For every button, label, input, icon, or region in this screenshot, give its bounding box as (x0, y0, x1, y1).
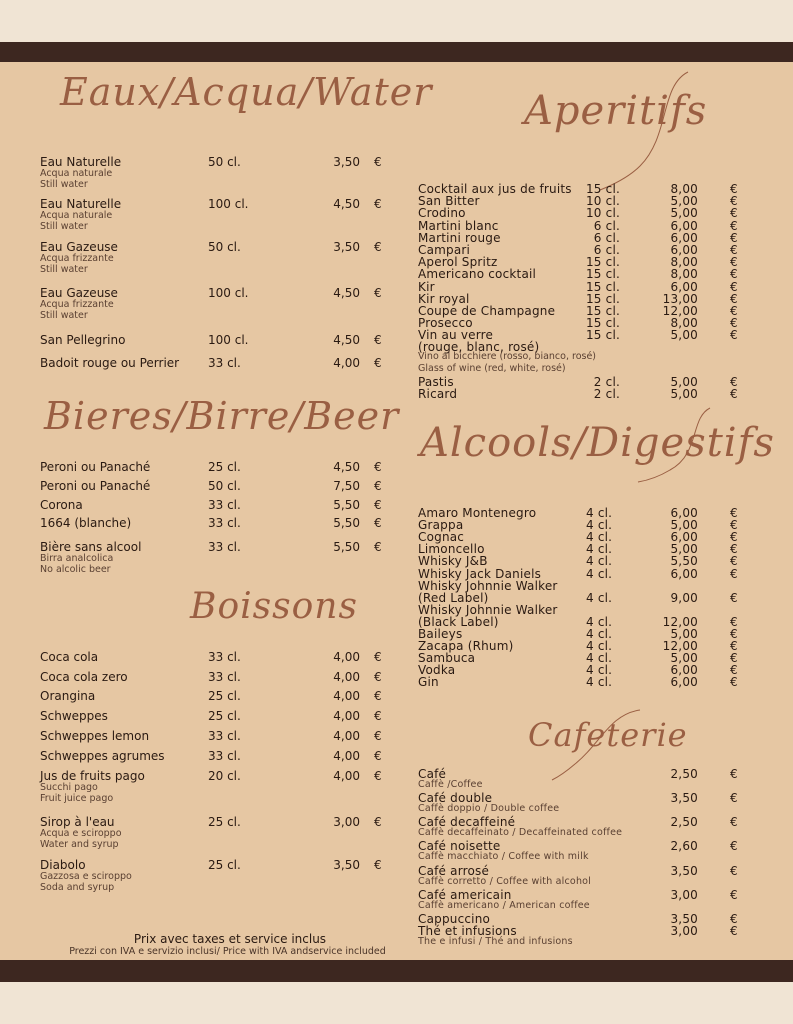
menu-item (40, 356, 390, 396)
currency-sign: € (374, 769, 382, 783)
item-price: 6,00 (670, 506, 698, 520)
item-name: Crodino (418, 206, 466, 220)
item-name: Coca cola zero (40, 670, 128, 684)
menu-item (418, 864, 748, 888)
menu-item (40, 240, 390, 280)
currency-sign: € (730, 567, 738, 581)
item-price: 4,50 (333, 286, 360, 300)
menu-item (418, 767, 748, 791)
item-price: 3,00 (670, 924, 698, 938)
item-name: Gin (418, 675, 439, 689)
item-name: Cocktail aux jus de fruits (418, 182, 572, 196)
currency-sign: € (374, 460, 382, 474)
currency-sign: € (730, 888, 738, 902)
currency-sign: € (374, 333, 382, 347)
item-name: Orangina (40, 689, 96, 703)
item-quantity: 15 cl. (585, 255, 620, 269)
water-title: Eaux/Acqua/Water (60, 70, 433, 114)
item-translation-it: Acqua e sciroppo (40, 828, 122, 839)
item-quantity: 50 cl. (208, 479, 241, 493)
item-price: 4,00 (333, 749, 360, 763)
currency-sign: € (730, 518, 738, 532)
item-name: Limoncello (418, 542, 485, 556)
item-translation-it: Birra analcolica (40, 553, 114, 564)
item-name: Pastis (418, 375, 454, 389)
aperitifs-swash (560, 66, 700, 196)
item-name: Whisky Jack Daniels (418, 567, 542, 581)
item-price: 5,00 (670, 387, 698, 401)
item-price: 3,50 (333, 155, 360, 169)
currency-sign: € (730, 591, 738, 605)
item-quantity: 33 cl. (208, 729, 241, 743)
menu-item (418, 206, 748, 219)
item-price: 4,00 (333, 709, 360, 723)
item-name: Baileys (418, 627, 463, 641)
item-translation-en: Fruit juice pago (40, 793, 114, 804)
currency-sign: € (730, 627, 738, 641)
item-quantity: 4 cl. (586, 506, 613, 520)
item-name: Bière sans alcool (40, 540, 142, 554)
item-quantity: 2 cl. (593, 387, 620, 401)
item-quantity: 50 cl. (208, 155, 241, 169)
item-price: 4,00 (333, 650, 360, 664)
top-band (0, 42, 793, 62)
item-price: 5,00 (670, 194, 698, 208)
item-name: Eau Naturelle (40, 197, 122, 211)
currency-sign: € (374, 540, 382, 554)
item-price: 6,00 (670, 219, 698, 233)
item-name: Schweppes (40, 709, 108, 723)
item-price: 3,00 (670, 888, 698, 902)
item-name: Whisky Johnnie Walker (418, 579, 558, 593)
item-quantity: 25 cl. (208, 858, 241, 872)
currency-sign: € (730, 194, 738, 208)
currency-sign: € (374, 729, 382, 743)
item-quantity: 4 cl. (586, 518, 613, 532)
currency-sign: € (730, 924, 738, 938)
item-name: Grappa (418, 518, 464, 532)
currency-sign: € (730, 304, 738, 318)
item-price: 5,00 (670, 518, 698, 532)
currency-sign: € (730, 280, 738, 294)
item-quantity: 15 cl. (585, 182, 620, 196)
item-price: 2,50 (670, 767, 698, 781)
item-translation-en: Soda and syrup (40, 882, 115, 893)
currency-sign: € (730, 651, 738, 665)
currency-sign: € (730, 219, 738, 233)
item-price: 8,00 (670, 182, 698, 196)
menu-item (40, 286, 390, 326)
currency-sign: € (730, 839, 738, 853)
item-price: 3,50 (333, 240, 360, 254)
item-name: San Pellegrino (40, 333, 126, 347)
item-quantity: 4 cl. (586, 615, 613, 629)
item-price: 5,00 (670, 375, 698, 389)
item-translation-it: Acqua naturale (40, 168, 113, 179)
item-quantity: 4 cl. (586, 542, 613, 556)
item-price: 6,00 (670, 231, 698, 245)
item-quantity: 33 cl. (208, 516, 241, 530)
item-name: Eau Gazeuse (40, 286, 118, 300)
item-price: 8,00 (670, 316, 698, 330)
currency-sign: € (730, 206, 738, 220)
item-translation: Caffè corretto / Coffee with alcohol (418, 876, 592, 887)
item-translation: Caffè /Coffee (418, 779, 483, 790)
item-quantity: 4 cl. (586, 591, 613, 605)
beer-title: Bieres/Birre/Beer (44, 394, 400, 438)
item-name: Martini rouge (418, 231, 501, 245)
item-name: Vin au verre (418, 328, 494, 342)
currency-sign: € (374, 197, 382, 211)
item-quantity: 33 cl. (208, 540, 241, 554)
currency-sign: € (730, 542, 738, 556)
item-price: 5,00 (670, 206, 698, 220)
item-name: Kir (418, 280, 435, 294)
item-translation: Caffè americano / American coffee (418, 900, 590, 911)
item-translation-it: Acqua frizzante (40, 253, 114, 264)
item-quantity: 25 cl. (208, 689, 241, 703)
cafeteria-title: Cafeterie (528, 716, 688, 754)
item-name: Coupe de Champagne (418, 304, 556, 318)
currency-sign: € (730, 231, 738, 245)
menu-item (418, 387, 748, 400)
menu-item (40, 155, 390, 195)
item-translation-it: Acqua frizzante (40, 299, 114, 310)
item-price: 6,00 (670, 567, 698, 581)
item-quantity: 4 cl. (586, 675, 613, 689)
item-name: Peroni ou Panaché (40, 460, 151, 474)
item-translation-en: Still water (40, 264, 88, 275)
item-price: 5,00 (670, 651, 698, 665)
item-name: Café decaffeiné (418, 815, 516, 829)
item-quantity: 10 cl. (585, 206, 620, 220)
item-name: Campari (418, 243, 471, 257)
item-name-continued: (rouge, blanc, rosé) (418, 340, 540, 354)
item-translation-en: Still water (40, 310, 88, 321)
item-name: Martini blanc (418, 219, 499, 233)
currency-sign: € (374, 815, 382, 829)
item-quantity: 33 cl. (208, 356, 241, 370)
item-name: Café americain (418, 888, 512, 902)
currency-sign: € (730, 791, 738, 805)
item-price: 4,50 (333, 460, 360, 474)
item-name: Whisky J&B (418, 554, 488, 568)
aperitifs-title: Aperitifs (524, 88, 708, 134)
item-price: 5,00 (670, 328, 698, 342)
item-quantity: 100 cl. (208, 286, 249, 300)
item-quantity: 6 cl. (593, 243, 620, 257)
menu-item (418, 888, 748, 912)
item-quantity: 4 cl. (586, 651, 613, 665)
item-quantity: 15 cl. (585, 292, 620, 306)
item-quantity: 33 cl. (208, 670, 241, 684)
currency-sign: € (374, 516, 382, 530)
currency-sign: € (730, 912, 738, 926)
item-name: Schweppes lemon (40, 729, 150, 743)
item-name: Diabolo (40, 858, 86, 872)
item-price: 3,00 (333, 815, 360, 829)
item-price: 4,00 (333, 356, 360, 370)
item-price: 5,00 (670, 542, 698, 556)
item-translation: Caffè macchiato / Coffee with milk (418, 851, 589, 862)
currency-sign: € (730, 639, 738, 653)
menu-item (40, 197, 390, 237)
currency-sign: € (730, 506, 738, 520)
item-price: 4,50 (333, 197, 360, 211)
currency-sign: € (374, 498, 382, 512)
item-quantity: 4 cl. (586, 554, 613, 568)
item-quantity: 4 cl. (586, 627, 613, 641)
currency-sign: € (730, 243, 738, 257)
item-price: 12,00 (662, 615, 698, 629)
currency-sign: € (730, 328, 738, 342)
item-name: Sambuca (418, 651, 476, 665)
item-price: 5,50 (333, 516, 360, 530)
item-price: 12,00 (662, 639, 698, 653)
item-translation-it: Succhi pago (40, 782, 98, 793)
item-quantity: 15 cl. (585, 267, 620, 281)
item-quantity: 15 cl. (585, 316, 620, 330)
menu-item (40, 858, 390, 898)
item-price: 5,50 (670, 554, 698, 568)
item-name: Jus de fruits pago (40, 769, 145, 783)
menu-item (418, 839, 748, 863)
item-translation-en: Still water (40, 179, 88, 190)
item-translation-it: Vino al bicchiere (rosso, bianco, rosé) (418, 351, 597, 362)
item-quantity: 33 cl. (208, 650, 241, 664)
item-name: Vodka (418, 663, 456, 677)
item-name: Schweppes agrumes (40, 749, 165, 763)
item-quantity: 4 cl. (586, 663, 613, 677)
item-name: Zacapa (Rhum) (418, 639, 514, 653)
currency-sign: € (374, 689, 382, 703)
item-quantity: 25 cl. (208, 709, 241, 723)
item-name-continued: (Red Label) (418, 591, 489, 605)
currency-sign: € (730, 530, 738, 544)
item-name: Peroni ou Panaché (40, 479, 151, 493)
drinks-title: Boissons (190, 586, 358, 627)
currency-sign: € (730, 663, 738, 677)
item-price: 2,60 (670, 839, 698, 853)
item-price: 8,00 (670, 267, 698, 281)
item-name: Café (418, 767, 447, 781)
item-price: 6,00 (670, 675, 698, 689)
item-name: Eau Gazeuse (40, 240, 118, 254)
menu-item (418, 791, 748, 815)
item-name: Kir royal (418, 292, 470, 306)
item-name: Thé et infusions (418, 924, 517, 938)
item-translation-en: Water and syrup (40, 839, 119, 850)
currency-sign: € (374, 749, 382, 763)
menu-item (40, 540, 390, 580)
item-name: Cognac (418, 530, 465, 544)
item-price: 6,00 (670, 243, 698, 257)
item-price: 3,50 (670, 912, 698, 926)
item-quantity: 100 cl. (208, 333, 249, 347)
item-quantity: 2 cl. (593, 375, 620, 389)
footer-prices-note: Prix avec taxes et service inclus (133, 932, 327, 946)
menu-item (418, 924, 748, 948)
currency-sign: € (374, 479, 382, 493)
currency-sign: € (374, 709, 382, 723)
item-price: 4,00 (333, 689, 360, 703)
item-quantity: 25 cl. (208, 460, 241, 474)
item-name: Sirop à l'eau (40, 815, 115, 829)
currency-sign: € (730, 615, 738, 629)
item-name: Coca cola (40, 650, 99, 664)
item-quantity: 4 cl. (586, 567, 613, 581)
item-quantity: 50 cl. (208, 240, 241, 254)
item-name: 1664 (blanche) (40, 516, 132, 530)
menu-item (418, 675, 748, 688)
item-quantity: 33 cl. (208, 498, 241, 512)
item-price: 8,00 (670, 255, 698, 269)
menu-item (40, 815, 390, 855)
item-price: 6,00 (670, 663, 698, 677)
item-price: 4,00 (333, 769, 360, 783)
item-name: Prosecco (418, 316, 473, 330)
item-price: 4,00 (333, 729, 360, 743)
item-translation-en: No alcolic beer (40, 564, 111, 575)
item-name: Badoit rouge ou Perrier (40, 356, 180, 370)
item-quantity: 4 cl. (586, 639, 613, 653)
currency-sign: € (374, 670, 382, 684)
item-name: Aperol Spritz (418, 255, 498, 269)
item-price: 7,50 (333, 479, 360, 493)
currency-sign: € (374, 286, 382, 300)
currency-sign: € (730, 864, 738, 878)
item-quantity: 6 cl. (593, 231, 620, 245)
bottom-band (0, 960, 793, 982)
item-price: 13,00 (662, 292, 698, 306)
currency-sign: € (730, 316, 738, 330)
item-name: Ricard (418, 387, 458, 401)
item-name: Café noisette (418, 839, 501, 853)
item-translation-it: Acqua naturale (40, 210, 113, 221)
menu-item (418, 815, 748, 839)
item-translation-en: Still water (40, 221, 88, 232)
alcohols-title: Alcools/Digestifs (420, 420, 775, 466)
item-translation: Caffè doppio / Double coffee (418, 803, 560, 814)
menu-item (40, 769, 390, 809)
item-price: 5,50 (333, 540, 360, 554)
item-name-continued: (Black Label) (418, 615, 499, 629)
item-quantity: 20 cl. (208, 769, 241, 783)
item-quantity: 25 cl. (208, 815, 241, 829)
item-price: 5,00 (670, 627, 698, 641)
item-name: Americano cocktail (418, 267, 537, 281)
item-quantity: 100 cl. (208, 197, 249, 211)
item-quantity: 10 cl. (585, 194, 620, 208)
item-quantity: 15 cl. (585, 304, 620, 318)
item-name: Eau Naturelle (40, 155, 122, 169)
currency-sign: € (730, 255, 738, 269)
item-name: Café arrosé (418, 864, 490, 878)
item-price: 2,50 (670, 815, 698, 829)
item-translation: Caffè decaffeinato / Decaffeinated coffee (418, 827, 623, 838)
menu-item (418, 554, 748, 567)
item-quantity: 15 cl. (585, 328, 620, 342)
item-translation-en: Glass of wine (red, white, rosé) (418, 363, 566, 374)
item-price: 4,50 (333, 333, 360, 347)
currency-sign: € (730, 767, 738, 781)
item-name: San Bitter (418, 194, 480, 208)
currency-sign: € (374, 858, 382, 872)
item-quantity: 4 cl. (586, 530, 613, 544)
item-price: 5,50 (333, 498, 360, 512)
currency-sign: € (374, 650, 382, 664)
item-price: 9,00 (670, 591, 698, 605)
currency-sign: € (374, 240, 382, 254)
currency-sign: € (730, 554, 738, 568)
item-name: Café double (418, 791, 493, 805)
item-name: Corona (40, 498, 83, 512)
currency-sign: € (374, 155, 382, 169)
currency-sign: € (374, 356, 382, 370)
item-name: Amaro Montenegro (418, 506, 537, 520)
currency-sign: € (730, 267, 738, 281)
item-price: 3,50 (670, 864, 698, 878)
item-price: 6,00 (670, 280, 698, 294)
item-quantity: 6 cl. (593, 219, 620, 233)
item-price: 3,50 (333, 858, 360, 872)
currency-sign: € (730, 182, 738, 196)
footer-prices-note-translation: Prezzi con IVA e servizio inclusi/ Price with IVA andservice included (69, 946, 386, 957)
currency-sign: € (730, 815, 738, 829)
currency-sign: € (730, 675, 738, 689)
item-translation: The e infusi / Thé and infusions (418, 936, 573, 947)
item-price: 12,00 (662, 304, 698, 318)
item-translation-it: Gazzosa e sciroppo (40, 871, 132, 882)
currency-sign: € (730, 375, 738, 389)
alcohols-swash (610, 404, 720, 484)
item-quantity: 33 cl. (208, 749, 241, 763)
currency-sign: € (730, 292, 738, 306)
item-quantity: 15 cl. (585, 280, 620, 294)
item-price: 3,50 (670, 791, 698, 805)
item-price: 6,00 (670, 530, 698, 544)
item-name: Whisky Johnnie Walker (418, 603, 558, 617)
item-price: 4,00 (333, 670, 360, 684)
item-name: Cappuccino (418, 912, 491, 926)
menu-item (418, 267, 748, 280)
currency-sign: € (730, 387, 738, 401)
